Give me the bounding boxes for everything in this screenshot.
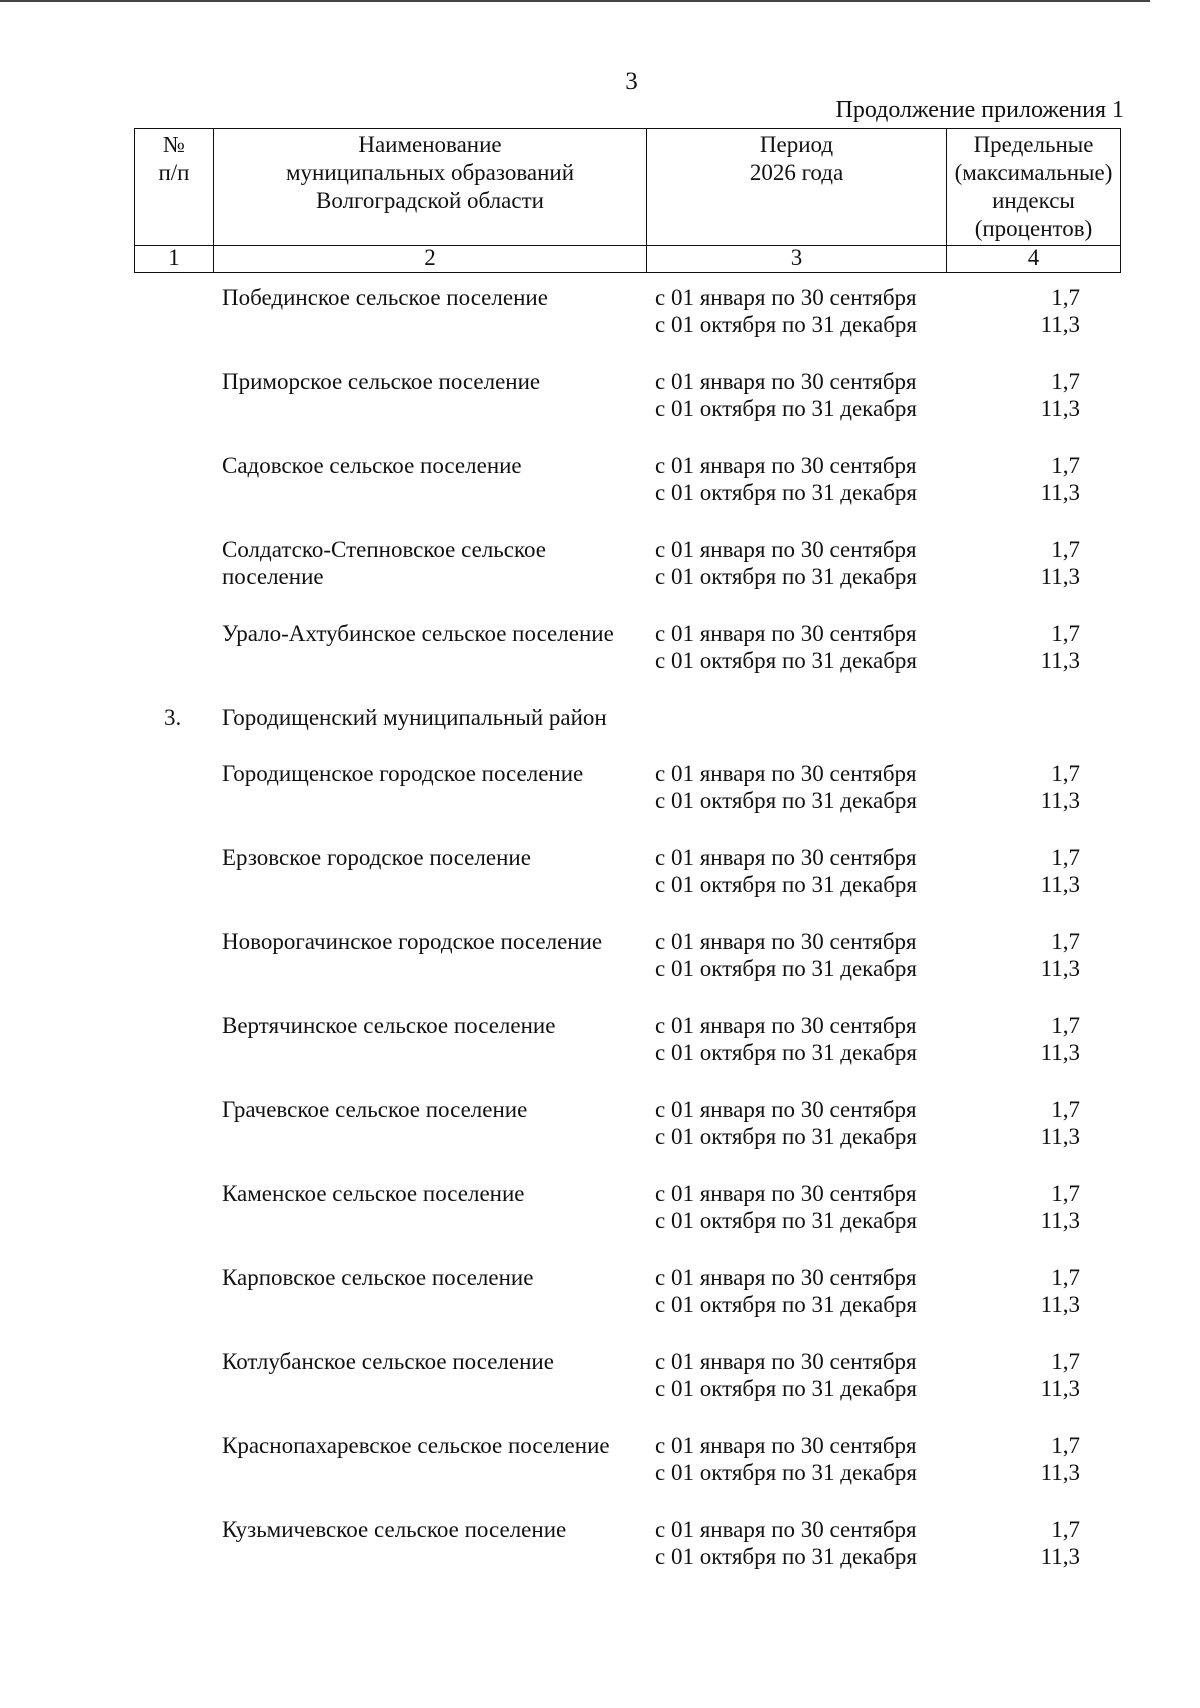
column-number-2: 2 [214, 246, 647, 273]
column-number-1: 1 [135, 246, 214, 273]
table-row [0, 1264, 1200, 1348]
municipality-name: Урало-Ахтубинское сельское поселение [222, 621, 614, 646]
period-cell: с 01 января по 30 сентября с 01 октября по 31 декабря [655, 369, 917, 421]
municipality-name: Новорогачинское городское поселение [222, 929, 603, 954]
table-row [0, 1012, 1200, 1096]
municipality-name: Городищенское городское поселение [222, 761, 584, 786]
index-value-cell: 1,7 11,3 [1040, 1097, 1080, 1149]
period-cell: с 01 января по 30 сентября с 01 октября по 31 декабря [655, 453, 917, 505]
municipality-name: Приморское сельское поселение [222, 369, 541, 394]
municipality-name: Карповское сельское поселение [222, 1265, 534, 1290]
column-number-4: 4 [947, 246, 1121, 273]
table-row [0, 368, 1200, 452]
municipality-name: Грачевское сельское поселение [222, 1097, 528, 1122]
header-period: Период 2026 года [647, 129, 947, 246]
appendix-continuation-title: Продолжение приложения 1 [835, 97, 1124, 123]
index-value-cell: 1,7 11,3 [1040, 621, 1080, 673]
index-value-cell: 1,7 11,3 [1040, 761, 1080, 813]
municipality-name: Котлубанское сельское поселение [222, 1349, 554, 1374]
index-value-cell: 1,7 11,3 [1040, 453, 1080, 505]
index-value-cell: 1,7 11,3 [1040, 1517, 1080, 1569]
table-row [0, 620, 1200, 704]
index-value-cell: 1,7 11,3 [1040, 1013, 1080, 1065]
index-value-cell: 1,7 11,3 [1040, 1433, 1080, 1485]
period-cell: с 01 января по 30 сентября с 01 октября по 31 декабря [655, 285, 917, 337]
municipality-name: Солдатско-Степновское сельское поселение [222, 537, 546, 589]
period-cell: с 01 января по 30 сентября с 01 октября по 31 декабря [655, 761, 917, 813]
table-row [0, 1348, 1200, 1432]
column-number-3: 3 [647, 246, 947, 273]
index-value-cell: 1,7 11,3 [1040, 929, 1080, 981]
index-value-cell: 1,7 11,3 [1040, 1349, 1080, 1401]
index-value-cell: 1,7 11,3 [1040, 369, 1080, 421]
period-cell: с 01 января по 30 сентября с 01 октября по 31 декабря [655, 1433, 917, 1485]
municipality-name: Каменское сельское поселение [222, 1181, 525, 1206]
municipality-name: Садовское сельское поселение [222, 453, 522, 478]
municipality-name: Побединское сельское поселение [222, 285, 548, 310]
municipality-name: Ерзовское городское поселение [222, 845, 531, 870]
period-cell: с 01 января по 30 сентября с 01 октября по 31 декабря [655, 845, 917, 897]
page-number: 3 [625, 68, 638, 95]
table-row [0, 844, 1200, 928]
index-value-cell: 1,7 11,3 [1040, 845, 1080, 897]
period-cell: с 01 января по 30 сентября с 01 октября по 31 декабря [655, 1517, 917, 1569]
table-row [0, 536, 1200, 620]
index-value-cell: 1,7 11,3 [1040, 1265, 1080, 1317]
table-row [0, 928, 1200, 1012]
header-name: Наименование муниципальных образований Волгоградской области [214, 129, 647, 246]
table-row [0, 284, 1200, 368]
index-value-cell: 1,7 11,3 [1040, 1181, 1080, 1233]
district-row [0, 704, 1200, 760]
period-cell: с 01 января по 30 сентября с 01 октября по 31 декабря [655, 621, 917, 673]
table-body [0, 284, 1200, 1600]
scan-edge-line [0, 0, 1150, 2]
table-row [0, 1096, 1200, 1180]
period-cell: с 01 января по 30 сентября с 01 октября по 31 декабря [655, 1349, 917, 1401]
period-cell: с 01 января по 30 сентября с 01 октября по 31 декабря [655, 1181, 917, 1233]
table-row [0, 1180, 1200, 1264]
header-number: № п/п [135, 129, 214, 246]
period-cell: с 01 января по 30 сентября с 01 октября по 31 декабря [655, 1097, 917, 1149]
table-row [0, 1516, 1200, 1600]
municipality-name: Кузьмичевское сельское поселение [222, 1517, 567, 1542]
header-index: Предельные (максимальные) индексы (процентов) [947, 129, 1121, 246]
municipality-name: Вертячинское сельское поселение [222, 1013, 556, 1038]
index-value-cell: 1,7 11,3 [1040, 537, 1080, 589]
municipality-name: Краснопахаревское сельское поселение [222, 1433, 610, 1458]
period-cell: с 01 января по 30 сентября с 01 октября по 31 декабря [655, 1013, 917, 1065]
table-row [0, 452, 1200, 536]
table-header [134, 128, 1121, 273]
index-value-cell: 1,7 11,3 [1040, 285, 1080, 337]
row-number: 3. [164, 705, 182, 730]
period-cell: с 01 января по 30 сентября с 01 октября по 31 декабря [655, 929, 917, 981]
table-row [0, 1432, 1200, 1516]
period-cell: с 01 января по 30 сентября с 01 октября по 31 декабря [655, 1265, 917, 1317]
municipality-name: Городищенский муниципальный район [222, 705, 607, 730]
table-row [0, 760, 1200, 844]
period-cell: с 01 января по 30 сентября с 01 октября по 31 декабря [655, 537, 917, 589]
